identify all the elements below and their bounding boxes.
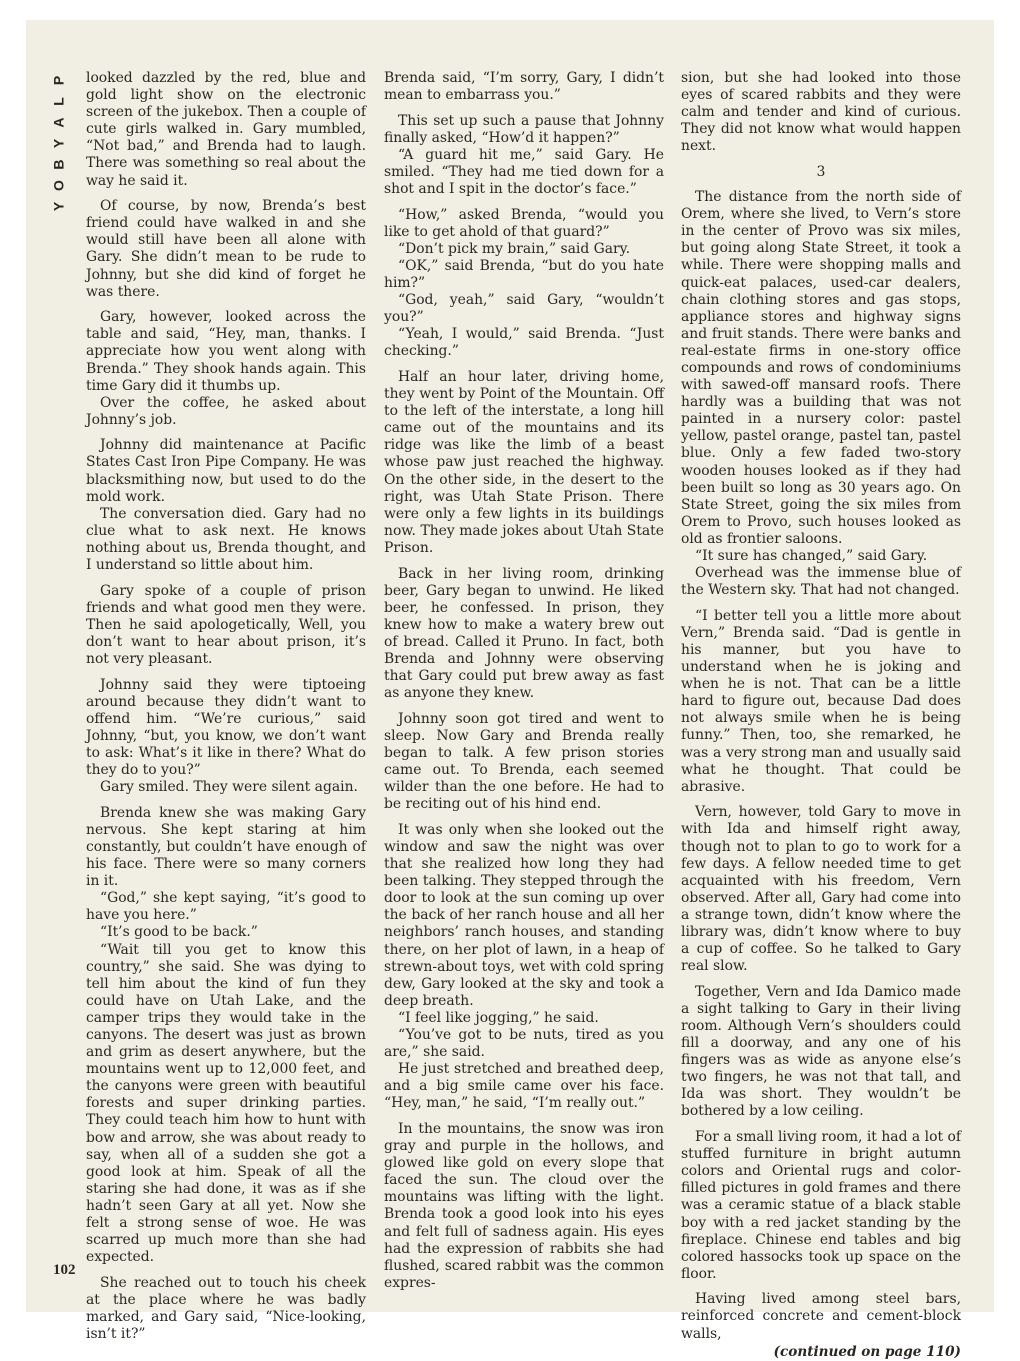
paragraph: Gary smiled. They were silent again.: [100, 779, 358, 796]
paragraph: “God,” she kept saying, “it’s good to have you here.”: [86, 890, 366, 924]
paragraph: The distance from the north side of Orem, where she lived, to Vern’s store in the center of Provo was six miles, but going along State Street, it took a while. There were shopping malls and quick-eat palaces, used-car dealers, chain clothing stores and gas stops, appliance stores and highway signs and fruit stands. There were banks and real-estate firms in one-story office compounds and rows of condominiums with sawed-off mansard roofs. There hardly was a building that was not painted in a nursery color: pastel yellow, pastel orange, pastel tan, pastel blue. Only a few faded two-story wooden houses looked as if they had been built so long as 30 years ago. On State Street, going the six miles from Orem to Provo, such houses looked as old as frontier saloons.: [681, 189, 961, 547]
paragraph: The conversation died. Gary had no clue what to ask next. He knows nothing about us, Brenda thought, and I understand so little about him.: [86, 505, 366, 574]
paragraph: “You’ve got to be nuts, tired as you are,” she said.: [384, 1026, 664, 1061]
paragraph: It was only when she looked out the window and saw the night was over that she realized how long they had been talking. They stepped through the door to look at the sun coming up over the back of her ranch house and all her neighbors’ ranch houses, and standing there, on her plot of lawn, in a heap of strewn-about toys, wet with cold spring dew, Gary looked at the sky and took a deep breath.: [384, 821, 664, 1009]
paragraph: “Yeah, I would,” said Brenda. “Just checking.”: [384, 326, 664, 360]
paragraph: In the mountains, the snow was iron gray and purple in the hollows, and glowed like gold on every slope that faced the sun. The cloud over the mountains was lifting with the light. Brenda took a good look into his eyes and felt full of sadness again. His eyes had the expression of rabbits she had flushed, scared rabbit was the common expres-: [384, 1120, 664, 1291]
paragraph: “I feel like jogging,” he said.: [398, 1009, 599, 1026]
paragraph: Half an hour later, driving home, they went by Point of the Mountain. Off to the left of the interstate, a long hill came out of the mountains and its ridge was like the limb of a beast whose paw just reached the highway. On the other side, in the desert to the right, was Utah State Prison. There were only a few lights in its buildings now. They made jokes about Utah State Prison.: [384, 369, 664, 556]
paragraph: Together, Vern and Ida Damico made a sight talking to Gary in their living room. Although Vern’s shoulders could fill a doorway, and any one of his fingers was as wide as anyone else’s two fingers, he was not that tall, and Ida was short. They wouldn’t be bothered by a low ceiling.: [681, 983, 961, 1120]
paragraph: He just stretched and breathed deep, and a big smile came over his face. “Hey, man,” he said, “I’m really out.”: [384, 1061, 664, 1112]
paragraph: For a small living room, it had a lot of stuffed furniture in bright autumn colors and Oriental rugs and color-filled pictures in gold frames and there was a ceramic statue of a black stable boy with a red jacket standing by the fireplace. Chinese end tables and big colored hassocks took up space on the floor.: [681, 1129, 961, 1282]
paragraph: Over the coffee, he asked about Johnny’s job.: [86, 394, 366, 428]
magazine-letter: P: [50, 75, 67, 86]
paragraph: Brenda said, “I’m sorry, Gary, I didn’t mean to embarrass you.”: [384, 70, 664, 104]
section-number: 3: [816, 163, 826, 180]
paragraph: Johnny soon got tired and went to sleep. Now Gary and Brenda really began to talk. A few prison stories came out. To Brenda, each seemed wilder than the one before. He had to be reciting out of his hind end.: [384, 710, 664, 813]
paragraph: “Wait till you get to know this country,” she said. She was dying to tell him about the kind of fun they could have on Utah Lake, and the camper trips they would take in the canyons. The desert was just as brown and grim as desert anywhere, but the mountains went up to 12,000 feet, and the canyons were green with beautiful forests and super drinking parties. They could teach him how to hunt with bow and arrow, she was about ready to say, when all of a sudden she got a good look at him. Speak of all the staring she had done, it was as if she hadn’t seen Gary at all yet. Now she felt a strong sense of woe. He was scarred up much more than she had expected.: [86, 941, 366, 1266]
paragraph: Vern, however, told Gary to move in with Ida and himself right away, though not to plan to go to work for a few days. A fellow needed time to get acquainted with his freedom, Vern observed. After all, Gary had come into a strange town, didn’t know where the library was, didn’t know where to buy a cup of coffee. So he talked to Gary real slow.: [681, 804, 961, 975]
paragraph: “It’s good to be back.”: [100, 924, 258, 941]
text-column-1: [86, 70, 366, 1352]
continued-notice: (continued on page 110): [773, 1343, 961, 1360]
paragraph: “How,” asked Brenda, “would you like to get ahold of that guard?”: [384, 206, 664, 240]
magazine-letter: Y: [50, 201, 67, 212]
paragraph: Back in her living room, drinking beer, Gary began to unwind. He liked beer, he confessed. In prison, they knew how to make a watery brew out of bread. Called it Pruno. In fact, both Brenda and Johnny were observing that Gary could put brew away as fast as anyone they knew.: [384, 565, 664, 702]
paragraph: Johnny did maintenance at Pacific States Cast Iron Pipe Company. He was blacksmithing now, but used to do the mold work.: [86, 437, 366, 505]
paragraph: Brenda knew she was making Gary nervous. She kept staring at him constantly, but couldn’t have enough of his face. There were so many corners in it.: [86, 804, 366, 890]
magazine-letter: A: [50, 117, 67, 128]
paragraph: looked dazzled by the red, blue and gold light show on the electronic screen of the jukebox. Then a couple of cute girls walked in. Gary mumbled, “Not bad,” and Brenda had to laugh. There was something so real about the way he said it.: [86, 70, 366, 189]
paragraph: Overhead was the immense blue of the Western sky. That had not changed.: [681, 565, 961, 599]
paragraph: She reached out to touch his cheek at the place where he was badly marked, and Gary said, “Nice-looking, isn’t it?”: [86, 1274, 366, 1343]
magazine-letter: B: [50, 159, 67, 170]
paragraph: Of course, by now, Brenda’s best friend could have walked in and she would still have been all alone with Gary. She didn’t mean to be rude to Johnny, but she did kind of forget he was there.: [86, 198, 366, 300]
page-number: 102: [53, 1262, 76, 1278]
paragraph: Johnny said they were tiptoeing around because they didn’t want to offend him. “We’re curious,” said Johnny, “but, you know, we don’t want to ask: What’s it like in there? What do they do to you?”: [86, 676, 366, 779]
paragraph: Having lived among steel bars, reinforced concrete and cement-block walls,: [681, 1291, 961, 1342]
paragraph: “OK,” said Brenda, “but do you hate him?”: [384, 257, 664, 292]
paragraph: “Don’t pick my brain,” said Gary.: [398, 240, 631, 257]
text-column-3: [681, 70, 961, 1361]
paragraph: sion, but she had looked into those eyes of scared rabbits and they were calm and tender and kind of curious. They did not know what would happen next.: [681, 70, 961, 155]
magazine-letter: L: [50, 97, 67, 106]
magazine-letter: O: [50, 180, 67, 191]
magazine-name-vertical: [49, 70, 69, 217]
paragraph: “A guard hit me,” said Gary. He smiled. “They had me tied down for a shot and I spit in the doctor’s face.”: [384, 146, 664, 198]
paragraph: “God, yeah,” said Gary, “wouldn’t you?”: [384, 292, 664, 326]
paragraph: This set up such a pause that Johnny finally asked, “How’d it happen?”: [384, 112, 664, 146]
paragraph: “I better tell you a little more about Vern,” Brenda said. “Dad is gentle in his manner, but you have to understand when he is joking and when he is not. That can be a little hard to figure out, because Dad does not always smile when he is being funny.” Then, too, she remarked, he was a very strong man and usually said what he thought. That could be abrasive.: [681, 607, 961, 795]
text-column-2: [384, 70, 664, 1300]
magazine-letter: Y: [50, 138, 67, 149]
paragraph: Gary spoke of a couple of prison friends and what good men they were. Then he said apologetically, Well, you don’t want to hear about prison, it’s not very pleasant.: [86, 582, 366, 667]
paragraph: Gary, however, looked across the table and said, “Hey, man, thanks. I appreciate how you went along with Brenda.” They shook hands again. This time Gary did it thumbs up.: [86, 309, 366, 394]
paragraph: “It sure has changed,” said Gary.: [695, 548, 928, 565]
